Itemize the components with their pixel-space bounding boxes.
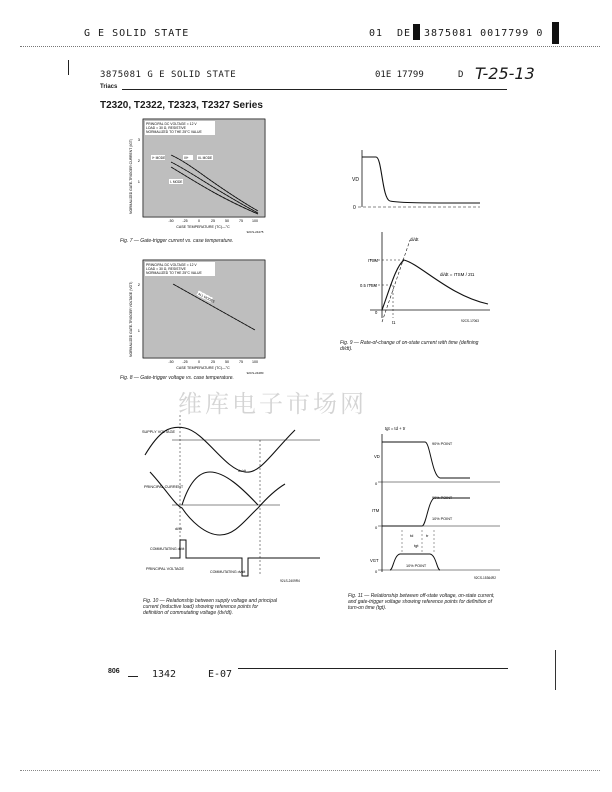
- fig9-itsm-label: ITSM: [368, 258, 379, 263]
- fig11-vgt-label: VGT: [370, 558, 379, 563]
- vd-label: VD: [352, 177, 359, 183]
- fig10-principal-current-label: PRINCIPAL CURRENT: [144, 485, 184, 489]
- fig8-legend-3: NORMALIZED TO THE 25°C VALUE: [146, 271, 202, 275]
- fig7-code: 92CS-24475: [246, 230, 264, 234]
- handwritten-code: T-25-13: [475, 64, 535, 83]
- fig11-90-top: 90% POINT: [432, 442, 453, 446]
- fig8-ylabel: NORMALIZED GATE-TRIGGER VOLTAGE (VGT): [129, 281, 133, 357]
- fig9-figure: [340, 228, 500, 328]
- footer-rule: [238, 668, 508, 669]
- fig10-principal-voltage-label: PRINCIPAL VOLTAGE: [146, 567, 185, 571]
- fig8-curve-label: ALL MODES: [197, 291, 216, 304]
- fig11-code: 92CS-15364R2: [474, 576, 496, 580]
- fig11-itm-label: ITM: [372, 508, 380, 513]
- header-line2-d: D: [458, 70, 464, 80]
- section-label: Triacs: [100, 84, 118, 90]
- fig8-xtick: 100: [252, 360, 258, 364]
- fig7-ylabel: NORMALIZED GATE-TRIGGER CURRENT (IGT): [129, 138, 133, 214]
- fig11-zero-2: 0: [375, 525, 378, 530]
- fig8-xtick: -25: [182, 360, 188, 364]
- fig10-current-neg: [150, 472, 285, 535]
- fig8-xtick: -50: [168, 360, 174, 364]
- fig11-itm-curve: [382, 498, 470, 526]
- fig7-caption: Fig. 7 — Gate-trigger current vs. case temperature.: [120, 238, 234, 244]
- fig8-legend-2: LOAD = 30 Ω, RESISTIVE: [146, 267, 186, 271]
- fig10-current-pos: [182, 472, 258, 505]
- fig7-xtick: 0: [198, 219, 200, 223]
- fig8-xtick: 50: [225, 360, 229, 364]
- fig11-caption: Fig. 11 — Relationship between off-state voltage, on-state current, and gate-trigger voltage showing reference points for definition of turn-on time (tgt).: [348, 593, 495, 611]
- header-black-bar-right: [552, 22, 559, 44]
- bottom-scan-line: [20, 770, 600, 771]
- fig7-xtick: -25: [182, 219, 188, 223]
- fig10-commutating-didt-label: COMMUTATING di/dt: [150, 547, 185, 551]
- fig9-caption: Fig. 9 — Rate-of-change of on-state current with time (defining di/dt).: [340, 340, 479, 352]
- vd-waveform-curve: [362, 157, 480, 203]
- footer-number: 1342: [152, 669, 177, 680]
- fig8-chart: [133, 256, 273, 376]
- section-rule: [122, 89, 507, 90]
- page-title: T2320, T2322, T2323, T2327 Series: [100, 100, 263, 111]
- fig9-half-label: 0.5 ITSM: [360, 283, 377, 288]
- fig10-didt-label: di/dt: [175, 527, 182, 531]
- fig10-caption: Fig. 10 — Relationship between supply voltage and principal current (inductive load) showing reference points for definition of commutating voltage (dv/dt).: [143, 598, 277, 616]
- fig7-mode-1: I+ MODE: [152, 156, 166, 160]
- footer-page: 806: [108, 668, 120, 675]
- right-edge-mark: [555, 650, 556, 690]
- fig11-td-label: td: [410, 533, 414, 538]
- fig7-mode-3: III- MODE: [198, 156, 213, 160]
- fig10-figure: [130, 410, 320, 595]
- fig11-10-mid: 10% POINT: [432, 517, 453, 521]
- fig8-caption: Fig. 8 — Gate-trigger voltage vs. case temperature.: [120, 375, 234, 381]
- fig8-curve: [173, 284, 255, 330]
- fig10-code: 92LS-2409R4: [280, 579, 300, 583]
- fig7-xtick: 100: [252, 219, 258, 223]
- footer-code: E-07: [208, 669, 233, 680]
- fig7-ylabel-box: [128, 118, 134, 218]
- header-line2-left: 3875081 G E SOLID STATE: [100, 70, 237, 80]
- fig11-tgt-label: tgt: [414, 543, 419, 548]
- fig11-zero-3: 0: [375, 569, 378, 574]
- fig11-tr-label: tr: [426, 533, 429, 538]
- header-top-number: 3875081 0017799 0: [424, 28, 544, 39]
- fig11-figure: [360, 422, 510, 587]
- fig8-xtick: 0: [198, 360, 200, 364]
- fig7-xlabel: CASE TEMPERATURE (TC)—°C: [176, 225, 230, 229]
- fig7-xtick: 50: [225, 219, 229, 223]
- vd-waveform-figure: [340, 145, 490, 215]
- fig9-current-curve: [382, 260, 488, 310]
- fig8-xlabel: CASE TEMPERATURE (TC)—°C: [176, 366, 230, 370]
- fig7-xtick: 25: [211, 219, 215, 223]
- vd-zero-label: 0: [353, 205, 356, 211]
- fig11-top-label: tgt = td + tr: [385, 426, 406, 431]
- fig8-code: 92CS-24480: [246, 371, 264, 375]
- fig11-vd-curve: [382, 442, 470, 478]
- fig11-90-mid: 90% POINT: [432, 496, 453, 500]
- fig8-legend-1: PRINCIPAL DC VOLTAGE = 12 V: [146, 263, 197, 267]
- fig9-formula: di/dt = ITSM / 2t1: [440, 272, 475, 277]
- header-top-de: DE: [397, 28, 412, 39]
- fig9-didt-label: di/dt: [410, 237, 419, 242]
- fig7-chart: [133, 115, 273, 235]
- fig9-zero-label: 0: [375, 310, 378, 315]
- header-divider: [20, 46, 600, 47]
- fig8-ylabel-box: [128, 259, 134, 359]
- fig11-vd-label: VD: [374, 454, 380, 459]
- fig11-10-bot: 10% POINT: [406, 564, 427, 568]
- fig7-ytick-2: 2: [137, 158, 140, 163]
- fig10-supply-label: SUPPLY VOLTAGE: [142, 430, 176, 434]
- header-top-left: G E SOLID STATE: [84, 28, 190, 39]
- header-line2-mid: 01E 17799: [375, 70, 424, 80]
- fig9-code: 92CS-17063: [461, 319, 479, 323]
- fig8-xtick: 75: [239, 360, 243, 364]
- fig10-dvdt-label: dv/dt: [238, 469, 246, 473]
- margin-mark: [68, 60, 69, 75]
- fig7-xtick: 75: [239, 219, 243, 223]
- header-black-bar: [413, 24, 420, 40]
- header-top-code: 01: [369, 28, 384, 39]
- fig7-xtick: -50: [168, 219, 174, 223]
- watermark-text: 维库电子市场网: [178, 390, 367, 418]
- fig10-commutating-dvdt-label: COMMUTATING dv/dt: [210, 570, 246, 574]
- fig7-mode-2: III+: [184, 156, 189, 160]
- fig7-legend-3: NORMALIZED TO THE 25°C VALUE: [146, 130, 202, 134]
- fig7-ytick-3: 3: [137, 137, 140, 142]
- fig11-zero-1: 0: [375, 481, 378, 486]
- fig9-t1-label: t1: [392, 320, 396, 325]
- fig8-ytick-2: 2: [137, 282, 140, 287]
- fig8-xtick: 25: [211, 360, 215, 364]
- fig7-legend-1: PRINCIPAL DC VOLTAGE = 12 V: [146, 122, 197, 126]
- fig7-mode-4: I- MODE: [170, 180, 183, 184]
- fig8-ytick-1: 1: [137, 328, 140, 333]
- fig7-ytick-1: 1: [137, 179, 140, 184]
- footer-dash: [128, 676, 138, 677]
- fig7-legend-2: LOAD = 30 Ω, RESISTIVE: [146, 126, 186, 130]
